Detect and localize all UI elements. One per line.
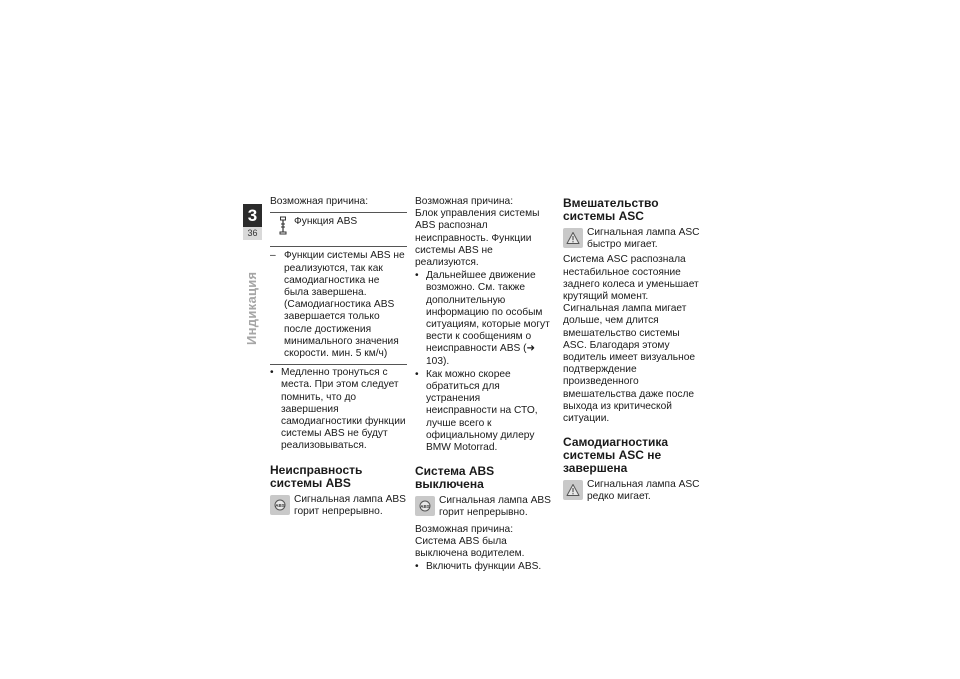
- info-table-text: Функции системы ABS не реализуются, так как самодиагностика не была завершена. (Самодиагностика ABS завершается только после достижения минимального значения скорости. мин. 5 км/ч): [284, 250, 405, 360]
- indicator-text: Сигнальная лампа ABS горит непрерывно.: [439, 495, 551, 519]
- indicator-row: [563, 479, 700, 503]
- column-2: [415, 196, 552, 573]
- indicator-text: Сигнальная лампа ASC быстро мигает.: [587, 227, 700, 251]
- chapter-number: 3: [243, 204, 262, 227]
- svg-text:ABS: ABS: [420, 504, 430, 510]
- paragraph: Система ASC распознала нестабильное состояние заднего колеса и уменьшает крутящий момент. Сигнальная лампа мигает дольше, чем длится вмешательство системы ASC. Благодаря этому водитель имеет визуальное подтверждение произведенного вмешательства даже после выхода из критической ситуации.: [563, 254, 699, 425]
- heading-asc-selfdiag: Самодиагностика системы ASC не завершена: [563, 435, 669, 476]
- asc-warning-icon: [563, 480, 583, 500]
- list-item: • Дальнейшее движение возможно. См. также дополнительную информацию по особым ситуациям, которые могут вести к сообщениям о неисправности ABS (➜ 103).: [415, 270, 552, 368]
- paragraph: Блок управления системы ABS распознал неисправность. Функции системы ABS не реализуются.: [415, 208, 540, 269]
- asc-warning-icon: [563, 228, 583, 248]
- list-item: • Включить функции ABS.: [415, 561, 552, 573]
- column-1: [270, 196, 407, 521]
- list-item: • Как можно скорее обратиться для устранения неисправности на СТО, лучше всего к официальному дилеру BMW Motorrad.: [415, 369, 552, 454]
- column-3: [563, 196, 700, 507]
- cause-label: Возможная причина:: [415, 523, 514, 535]
- heading-asc-intervention: Вмешательство системы ASC: [563, 196, 659, 223]
- paragraph: Система ABS была выключена водителем.: [415, 535, 525, 560]
- page-number: 36: [243, 227, 262, 240]
- info-table-header: [270, 213, 407, 247]
- heading-abs-fault: Неисправность системы ABS: [270, 462, 363, 490]
- cause-label: Возможная причина:: [415, 196, 514, 207]
- list-item: • Медленно тронуться с места. При этом следует помнить, что до завершения самодиагностики функции системы ABS не будут реализовываться.: [270, 367, 407, 452]
- info-table-title: Функция ABS: [294, 216, 358, 228]
- info-table: [270, 212, 407, 365]
- section-title: Индикация: [244, 271, 259, 345]
- indicator-row: [270, 494, 407, 518]
- cause-label: Возможная причина:: [270, 196, 369, 207]
- info-icon: [278, 216, 288, 240]
- dash-marker: [270, 250, 284, 360]
- abs-lamp-icon: [415, 496, 435, 516]
- indicator-text: Сигнальная лампа ASC редко мигает.: [587, 479, 700, 503]
- info-table-body: [270, 247, 407, 364]
- svg-text:ABS: ABS: [275, 502, 285, 508]
- abs-lamp-icon: [270, 495, 290, 515]
- heading-abs-off: Система ABS выключена: [415, 464, 495, 492]
- indicator-row: [563, 227, 700, 251]
- indicator-text: Сигнальная лампа ABS горит непрерывно.: [294, 493, 406, 517]
- indicator-row: [415, 495, 552, 519]
